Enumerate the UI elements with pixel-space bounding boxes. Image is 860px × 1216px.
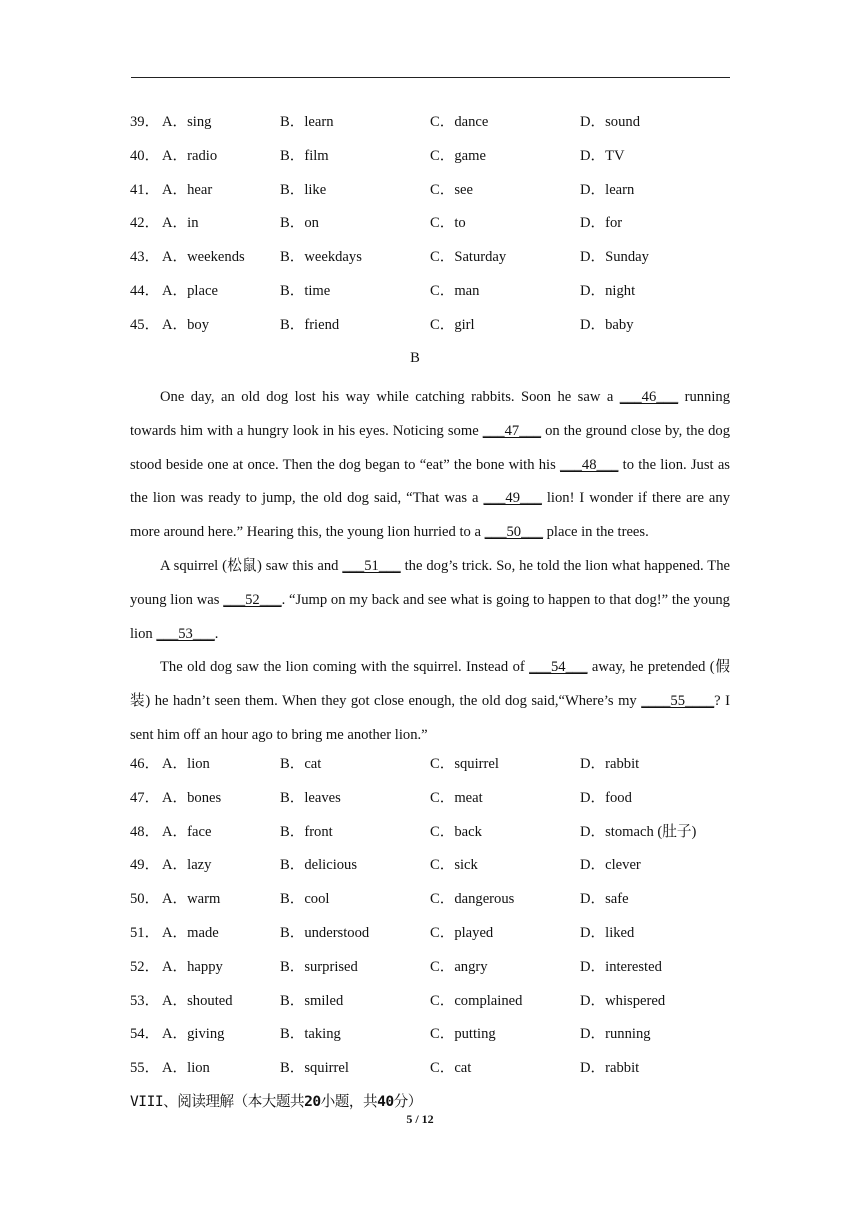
option-b: B．cool [280, 891, 330, 908]
section-title-text: 分） [393, 1093, 422, 1110]
question-count: 20 [304, 1093, 321, 1110]
option-d: D．food [580, 789, 632, 806]
option-b: B．cat [280, 756, 322, 772]
option-c: C．sick [430, 857, 478, 874]
question-row [130, 956, 750, 978]
option-b: B．delicious [280, 857, 358, 874]
passage-text: A squirrel (松鼠) saw this and [160, 557, 343, 574]
question-number: 39． [130, 114, 160, 130]
header-rule [131, 77, 730, 78]
option-d: D．baby [580, 316, 634, 333]
question-number: 47． [130, 789, 160, 806]
section-title-text: 小题，共 [320, 1093, 378, 1110]
option-d: D．learn [580, 181, 635, 198]
option-a: A．lion [162, 1060, 210, 1077]
blank-52: ___52___ [223, 591, 282, 608]
option-a: A．giving [162, 1026, 225, 1043]
option-b: B．film [280, 147, 329, 164]
blank-49: ___49___ [483, 490, 542, 507]
option-c: C．see [430, 181, 473, 198]
option-c: C．Saturday [430, 249, 507, 266]
option-d: D．for [580, 215, 623, 232]
option-b: B．learn [280, 114, 334, 130]
option-a: A．sing [162, 114, 212, 130]
question-row [130, 179, 750, 201]
option-d: D．stomach (肚子) [580, 823, 697, 840]
option-c: C．dance [430, 114, 489, 130]
question-row [130, 888, 750, 910]
option-a: A．boy [162, 316, 210, 333]
question-row [130, 212, 750, 234]
question-row [130, 314, 750, 336]
blank-55: ____55____ [641, 693, 715, 710]
option-c: C．dangerous [430, 891, 515, 908]
option-b: B．understood [280, 925, 370, 941]
question-number: 52． [130, 958, 160, 975]
passage-paragraph-3 [130, 651, 730, 752]
option-a: A．lion [162, 756, 210, 772]
option-c: C．man [430, 283, 480, 299]
option-d: D．night [580, 283, 636, 299]
cloze-passage [130, 381, 730, 753]
option-d: D．running [580, 1026, 651, 1043]
blank-54: ___54___ [529, 659, 588, 676]
passage-text: ? I sent him off an hour ago to bring me another lion.” [130, 693, 730, 743]
passage-text: away, he pretended (假装) he hadn’t seen them. When they got close enough, the old dog said,“Where’s my [130, 659, 730, 710]
option-d: D．liked [580, 925, 635, 941]
option-d: D．rabbit [580, 1060, 640, 1077]
option-c: C．back [430, 823, 482, 840]
question-number: 49． [130, 857, 160, 874]
question-number: 40． [130, 147, 160, 164]
option-c: C．angry [430, 958, 488, 975]
question-number: 41． [130, 181, 160, 198]
passage-text: the dog’s trick. So, he told the lion what happened. The young lion was [130, 557, 730, 608]
option-a: A．lazy [162, 857, 212, 874]
question-number: 51． [130, 925, 160, 941]
question-row [130, 854, 750, 876]
option-b: B．friend [280, 316, 340, 333]
passage-text: place in the trees. [542, 524, 649, 541]
section-title-text: VIII、阅读理解（本大题共 [130, 1093, 305, 1110]
option-b: B．surprised [280, 958, 358, 975]
passage-paragraph-2 [130, 550, 730, 651]
option-c: C．putting [430, 1026, 496, 1043]
option-b: B．like [280, 181, 327, 198]
passage-text: on the ground close by, the dog stood beside one at once. Then the dog began to “eat” the bone with his [130, 422, 730, 473]
blank-53: ___53___ [156, 625, 215, 642]
option-c: C．played [430, 925, 494, 941]
question-number: 53． [130, 992, 160, 1009]
question-row [130, 246, 750, 268]
question-row [130, 753, 750, 775]
option-b: B．on [280, 215, 319, 232]
option-a: A．place [162, 283, 218, 299]
question-number: 55． [130, 1060, 160, 1077]
option-a: A．radio [162, 147, 218, 164]
option-c: C．squirrel [430, 756, 499, 772]
option-b: B．leaves [280, 789, 341, 806]
option-a: A．bones [162, 789, 222, 806]
question-number: 46． [130, 756, 160, 772]
option-d: D．clever [580, 857, 641, 874]
question-row [130, 280, 750, 302]
question-row [130, 990, 750, 1012]
option-b: B．smiled [280, 992, 344, 1009]
total-score: 40 [377, 1093, 394, 1110]
option-d: D．whispered [580, 992, 666, 1009]
section-heading: B [410, 350, 420, 366]
option-a: A．hear [162, 181, 213, 198]
question-number: 43． [130, 249, 160, 266]
blank-48: ___48___ [560, 456, 619, 473]
passage-text: One day, an old dog lost his way while catching rabbits. Soon he saw a [160, 389, 620, 405]
blank-51: ___51___ [342, 557, 401, 574]
option-b: B．taking [280, 1026, 341, 1043]
passage-text: . [214, 625, 219, 642]
option-d: D．sound [580, 114, 640, 130]
option-b: B．time [280, 283, 331, 299]
option-a: A．happy [162, 958, 223, 975]
blank-46: ___46___ [619, 389, 679, 405]
option-d: D．Sunday [580, 249, 649, 266]
option-a: A．shouted [162, 992, 233, 1009]
option-b: B．squirrel [280, 1060, 349, 1077]
question-number: 44． [130, 283, 160, 299]
option-b: B．front [280, 823, 333, 840]
passage-text: to the lion. Just as the lion was ready to jump, the old dog said, “That was a [130, 456, 730, 507]
option-a: A．in [162, 215, 199, 232]
option-c: C．meat [430, 789, 483, 806]
option-d: D．rabbit [580, 756, 640, 772]
option-d: D．interested [580, 958, 662, 975]
question-row [130, 1023, 750, 1045]
passage-text: . “Jump on my back and see what is going to happen to that dog!” the young lion [130, 591, 730, 642]
option-a: A．warm [162, 891, 221, 908]
page-number: 5 / 12 [406, 1112, 434, 1126]
question-row [130, 922, 750, 944]
question-number: 50． [130, 891, 160, 908]
passage-text: The old dog saw the lion coming with the squirrel. Instead of [160, 659, 530, 676]
blank-50: ___50___ [484, 524, 543, 541]
option-b: B．weekdays [280, 249, 362, 266]
question-row [130, 111, 750, 133]
option-a: A．made [162, 925, 219, 941]
option-a: A．face [162, 823, 212, 840]
option-d: D．TV [580, 147, 625, 164]
question-number: 45． [130, 316, 160, 333]
option-c: C．game [430, 147, 486, 164]
question-number: 54． [130, 1026, 160, 1043]
passage-paragraph-1 [130, 381, 730, 550]
question-number: 48． [130, 823, 160, 840]
option-d: D．safe [580, 891, 629, 908]
question-row [130, 145, 750, 167]
option-c: C．girl [430, 316, 475, 333]
option-c: C．complained [430, 992, 523, 1009]
question-row [130, 821, 750, 843]
passage-text: running towards him with a hungry look in his eyes. Noticing some [130, 389, 730, 439]
question-number: 42． [130, 215, 160, 232]
option-c: C．to [430, 215, 466, 232]
option-a: A．weekends [162, 249, 245, 266]
question-row [130, 787, 750, 809]
passage-text: lion! I wonder if there are any more around here.” Hearing this, the young lion hurried to a [130, 490, 730, 541]
option-c: C．cat [430, 1060, 472, 1077]
question-row [130, 1057, 750, 1079]
blank-47: ___47___ [482, 422, 542, 439]
